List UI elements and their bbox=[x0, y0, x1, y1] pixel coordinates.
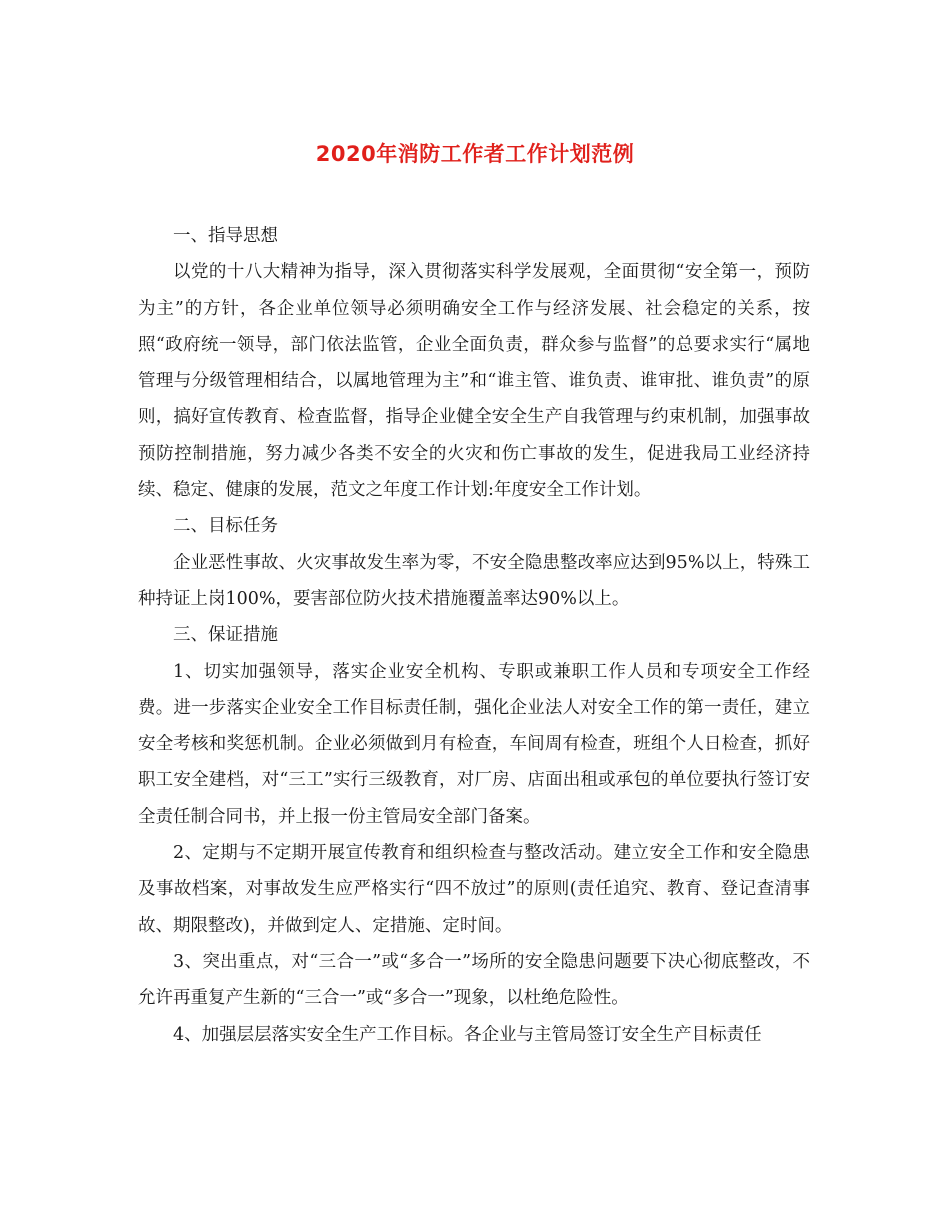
document-title: 2020年消防工作者工作计划范例 bbox=[315, 142, 635, 166]
paragraph: 企业恶性事故、火灾事故发生率为零，不安全隐患整改率应达到95%以上，特殊工种持证上岗100%，要害部位防火技术措施覆盖率达90%以上。 bbox=[138, 552, 810, 609]
document-body bbox=[138, 218, 810, 1053]
section-heading-guiding-ideology: 一、指导思想 bbox=[173, 226, 278, 246]
paragraph: 3、突出重点，对“三合一”或“多合一”场所的安全隐患问题要下决心彻底整改，不允许再重复产生新的“三合一”或“多合一”现象，以杜绝危险性。 bbox=[138, 951, 810, 1009]
section-heading-measures: 三、保证措施 bbox=[173, 625, 278, 646]
section-heading-targets: 二、目标任务 bbox=[173, 516, 278, 537]
paragraph: 1、切实加强领导，落实企业安全机构、专职或兼职工作人员和专项安全工作经费。进一步落实企业安全工作目标责任制，强化企业法人对安全工作的第一责任，建立安全考核和奖惩机制。企业必须做到月有检查，车间周有检查，班组个人日检查，抓好职工安全建档，对“三工”实行三级教育，对厂房、店面出租或承包的单位要执行签订安全责任制合同书，并上报一份主管局安全部门备案。 bbox=[138, 661, 810, 827]
paragraph: 2、定期与不定期开展宣传教育和组织检查与整改活动。建立安全工作和安全隐患及事故档案，对事故发生应严格实行“四不放过”的原则(责任追究、教育、登记查清事故、期限整改)，并做到定人、定措施、定时间。 bbox=[138, 843, 810, 936]
paragraph: 4、加强层层落实安全生产工作目标。各企业与主管局签订安全生产目标责任 bbox=[173, 1024, 762, 1045]
paragraph: 以党的十八大精神为指导，深入贯彻落实科学发展观，全面贯彻“安全第一，预防为主”的方针，各企业单位领导必须明确安全工作与经济发展、社会稳定的关系，按照“政府统一领导，部门依法监管，企业全面负责，群众参与监督”的总要求实行“属地管理与分级管理相结合，以属地管理为主”和“谁主管、谁负责、谁审批、谁负责”的原则，搞好宣传教育、检查监督，指导企业健全安全生产自我管理与约束机制，加强事故预防控制措施，努力减少各类不安全的火灾和伤亡事故的发生，促进我局工业经济持续、稳定、健康的发展，范文之年度工作计划:年度安全工作计划。 bbox=[138, 262, 810, 501]
